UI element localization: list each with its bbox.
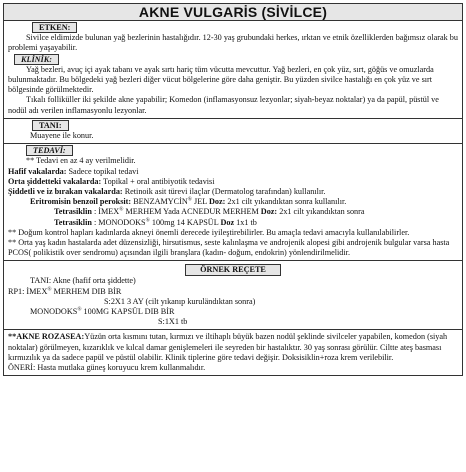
tedavi-tetrasiklin-2: Tetrasiklin : MONODOKS® 100mg 14 KAPSÜL Doz 1x1 tb [54, 216, 257, 227]
recete-s2: S:1X1 tb [158, 317, 188, 327]
tedavi-hafif: Hafif vakalarda: Sadece topikal tedavi [8, 166, 139, 176]
klinik-paragraph-2: Tıkalı folliküller iki şekilde akne yapabilir; Komedon (inflamasyonsuz lezyonlar; siyah-beyaz noktalar) ya da papül, püstül ve nodül adı verilen inflamasyonlu lezyonlar. [8, 95, 439, 115]
recete-tani: TANI: Akne (hafif orta şiddette) [30, 276, 136, 286]
recete-section [3, 261, 463, 330]
tedavi-pcos: ** Orta yaş kadın hastalarda adet düzensizliği, hirsutismus, seste kalınlaşma ve androjenik alopesi gibi androjenik bulgular varsa hasta PCOS( polikistik over sendromu) açısından ilgili branşlara (kadın- doğum, endokrin) yönlendirilmelidir. [8, 238, 450, 258]
tedavi-orta: Orta şiddetteki vakalarda: Topikal + oral antibiyotik tedavisi [8, 176, 215, 186]
etken-klinik-section [3, 21, 463, 119]
tedavi-siddetli: Şiddetli ve iz bırakan vakalarda: Retinoik asit türevi ilaçlar (Dermatolog tarafından) kullanılır. [8, 187, 326, 197]
klinik-paragraph-1: Yağ bezleri, avuç içi ayak tabanı ve ayak sırtı hariç tüm vücutta mevcuttur. Yağ bezleri, en çok yüz, sırt, göğüs ve omuzlarda bulunmaktadır. Bu bölgedeki yağ bezleri diğer vücut bölgelerine göre daha geniştir. Bu yüzden sivilce hastalığı en çok yüz ve sırt bölgesinde görülmektedir. [8, 64, 434, 95]
tedavi-heading: TEDAVİ: [26, 145, 73, 156]
rozasea-oneri: ÖNERİ: Hasta mutlaka güneş koruyucu krem kullanmalıdır. [8, 363, 206, 373]
recete-heading: ÖRNEK REÇETE [185, 264, 281, 276]
recete-rp2: MONODOKS® 100MG KAPSÜL DIB BİR [30, 306, 175, 317]
tedavi-tetrasiklin-1: Tetrasiklin : İMEX® MERHEM Yada ACNEDUR MERHEM Doz: 2x1 cilt yıkandıktan sonra [54, 206, 365, 217]
tani-section [3, 119, 463, 144]
recete-rp1: RP1: İMEX® MERHEM DIB BİR [8, 285, 122, 296]
tedavi-eritromisin: Eritromisin benzoil peroksit: BENZAMYCİN® JEL Doz: 2x1 cilt yıkandıktan sonra kullanılır. [30, 196, 347, 207]
recete-s1: S:2X1 3 AY (cilt yıkanıp kuruländıktan sonra) [104, 296, 256, 306]
klinik-heading: KLİNİK: [14, 54, 59, 65]
tedavi-dogum-kontrol: ** Doğum kontrol hapları kadınlarda akneyi önemli derecede iyileştirebilirler. Bu amaçla tedavi amacıyla kullanılabilirler. [8, 227, 410, 237]
tedavi-section [3, 144, 463, 261]
tani-heading: TANI: [32, 120, 69, 131]
etken-text: Sivilce eldimizde bulunan yağ bezlerinin hastalığıdır. 12-30 yaş grubundaki herkes, ırktan ve etnik özelliklerden bağımsız olarak bu problemi yaşayabilir. [8, 33, 458, 53]
tani-text: Muayene ile konur. [30, 131, 94, 141]
page-title: AKNE VULGARİS (SİVİLCE) [3, 3, 463, 21]
tedavi-line-1: ** Tedavi en az 4 ay verilmelidir. [26, 156, 136, 166]
document-page [3, 3, 463, 376]
rozasea-section [3, 330, 463, 376]
rozasea-text: **AKNE ROZASEA:Yüzün orta kısmını tutan, kırmızı ve iltihaplı büyük bazen nodül şeklinde sivilceler yapabilen, komedon (siyah noktalar) görülmeyen, kızarıklık ve kılcal damar genişlemeleri ile seyreden bir hastalıktır. 30 yaş sonrası görülür. Ciltte ateş basması kırmızılık ya da sadece papül ve püstül olabilir. Klinik tiplerine göre tedavi değişir. Doksisiklin+roza krem verilebilir. [8, 332, 448, 362]
etken-heading: ETKEN: [32, 22, 77, 33]
